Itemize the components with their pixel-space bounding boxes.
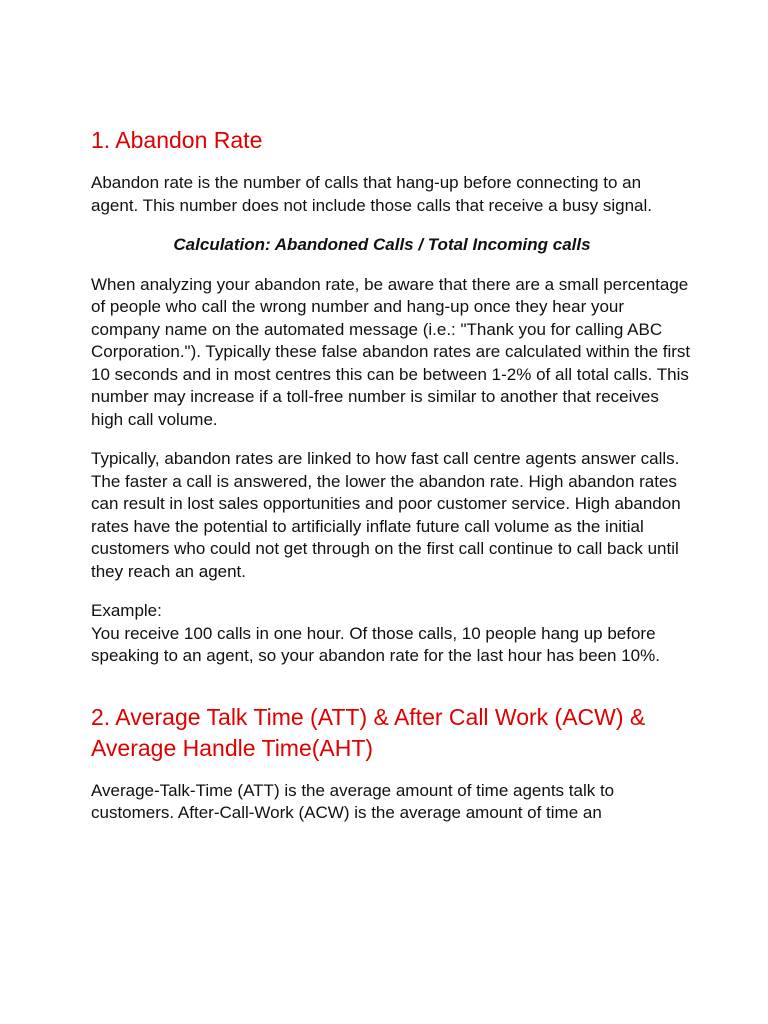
- example-label: Example:: [91, 601, 162, 620]
- abandon-rate-calculation: Calculation: Abandoned Calls / Total Incoming calls: [173, 235, 591, 254]
- section-heading-att-acw-aht: 2. Average Talk Time (ATT) & After Call Work (ACW) & Average Handle Time(AHT): [91, 703, 646, 761]
- example-text: You receive 100 calls in one hour. Of those calls, 10 people hang up before speaking to an agent, so your abandon rate for the last hour has been 10%.: [91, 623, 660, 665]
- abandon-rate-analysis-paragraph: When analyzing your abandon rate, be aware that there are a small percentage of people who call the wrong number and hang-up once they hear your company name on the automated message (i.e.: "Thank you for calling ABC Corporation."). Typically these false abandon rates are calculated within the first 10 seconds and in most centres this can be between 1-2% of all total calls. This number may increase if a toll-free number is similar to another that receives high call volume.: [91, 274, 691, 429]
- section-heading-abandon-rate: 1. Abandon Rate: [91, 127, 263, 153]
- abandon-rate-speed-paragraph: Typically, abandon rates are linked to how fast call centre agents answer calls. The faster a call is answered, the lower the abandon rate. High abandon rates can result in lost sales opportunities and poor customer service. High abandon rates have the potential to artificially inflate future call volume as the initial customers who could not get through on the first call continue to call back until they reach an agent.: [91, 449, 681, 581]
- abandon-rate-definition: Abandon rate is the number of calls that hang-up before connecting to an agent. This number does not include those calls that receive a busy signal.: [91, 173, 653, 215]
- att-definition-paragraph: Average-Talk-Time (ATT) is the average amount of time agents talk to customers. After-Call-Work (ACW) is the average amount of time an: [91, 780, 615, 822]
- document-page: [91, 124, 691, 842]
